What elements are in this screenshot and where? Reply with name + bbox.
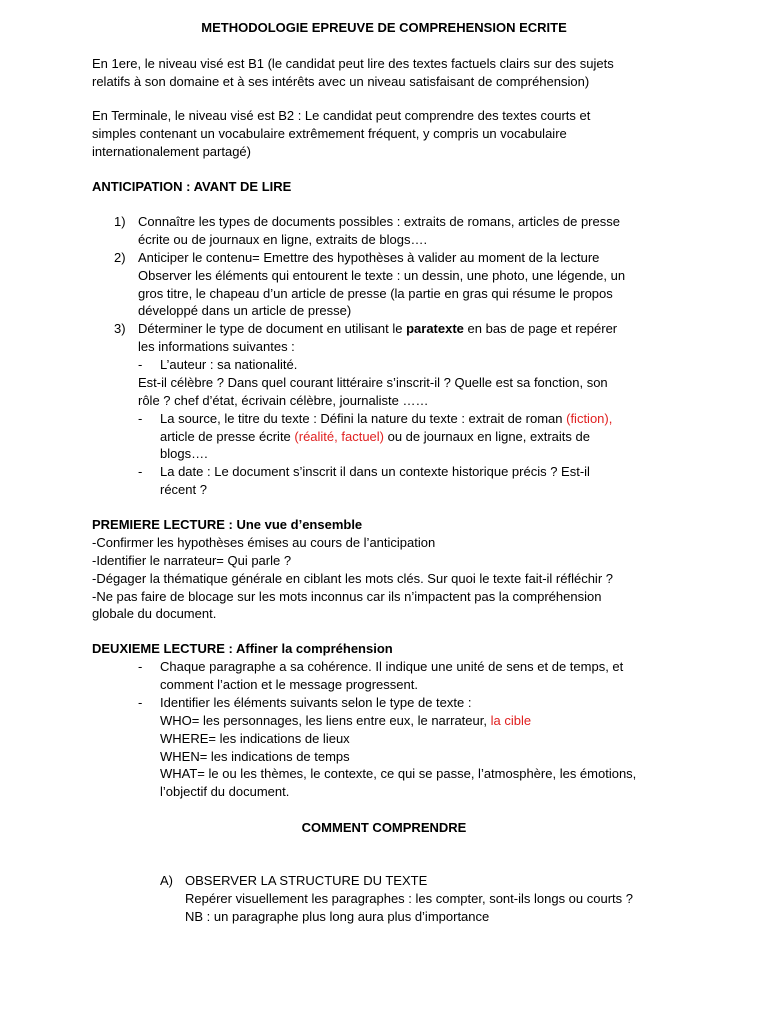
cible-highlight: la cible [490, 713, 532, 728]
source-line-1: La source, le titre du texte : Défini la nature du texte : extrait de roman (fiction), [160, 411, 613, 426]
item2-line-3: gros titre, le chapeau d’un article de presse (la partie en gras qui résume le propos [138, 286, 613, 301]
intro-p2-line-3: internationalement partagé) [92, 144, 251, 159]
item2-line-4: développé dans un article de presse) [138, 303, 352, 318]
where-line: WHERE= les indications de lieux [160, 731, 350, 746]
item3-line-2: les informations suivantes : [138, 339, 295, 354]
premiere-line-1: -Confirmer les hypothèses émises au cours de l’anticipation [92, 535, 436, 550]
dash-date: - [138, 464, 143, 479]
dash-ident: - [138, 695, 143, 710]
structure-line-1: Repérer visuellement les paragraphes : les compter, sont-ils longs ou courts ? [185, 891, 633, 906]
dash-author: - [138, 357, 143, 372]
intro-p2-line-2: simples contenant un vocabulaire extrêmement fréquent, y compris un vocabulaire [92, 126, 567, 141]
what-line-1: WHAT= le ou les thèmes, le contexte, ce qui se passe, l’atmosphère, les émotions, [160, 766, 637, 781]
structure-line-2: NB : un paragraphe plus long aura plus d’importance [185, 909, 490, 924]
paratexte-term: paratexte [406, 321, 464, 336]
source-line-2: article de presse écrite (réalité, factuel) ou de journaux en ligne, extraits de [160, 429, 590, 444]
para-line-2: comment l’action et le message progressent. [160, 677, 418, 692]
date-line-2: récent ? [160, 482, 207, 497]
who-line: WHO= les personnages, les liens entre eux, le narrateur, la cible [160, 713, 532, 728]
structure-title: OBSERVER LA STRUCTURE DU TEXTE [185, 873, 428, 888]
ident-line: Identifier les éléments suivants selon le type de texte : [160, 695, 472, 710]
dash-para: - [138, 659, 143, 674]
premiere-heading: PREMIERE LECTURE : Une vue d’ensemble [92, 517, 363, 532]
item2-line-2: Observer les éléments qui entourent le texte : un dessin, une photo, une légende, un [138, 268, 626, 283]
deuxieme-heading: DEUXIEME LECTURE : Affiner la compréhension [92, 641, 393, 656]
intro-p1-line-2: relatifs à son domaine et à ses intérêts avec un niveau satisfaisant de compréhension) [92, 74, 590, 89]
author-line-3: rôle ? chef d’état, écrivain célèbre, journaliste …… [138, 393, 429, 408]
author-line-1: L’auteur : sa nationalité. [160, 357, 298, 372]
factuel-highlight: (réalité, factuel) [294, 429, 384, 444]
item2-line-1: Anticiper le contenu= Emettre des hypothèses à valider au moment de la lecture [138, 250, 600, 265]
item1-line-2: écrite ou de journaux en ligne, extraits de blogs…. [138, 232, 428, 247]
premiere-line-4: -Ne pas faire de blocage sur les mots inconnus car ils n’impactent pas la compréhension [92, 589, 602, 604]
intro-p2-line-1: En Terminale, le niveau visé est B2 : Le candidat peut comprendre des textes courts et [92, 108, 591, 123]
dash-source: - [138, 411, 143, 426]
source-line-3: blogs…. [160, 446, 208, 461]
list-marker-1: 1) [114, 214, 126, 229]
document-title: METHODOLOGIE EPREUVE DE COMPREHENSION ECRITE [201, 20, 567, 35]
premiere-line-5: globale du document. [92, 606, 217, 621]
what-line-2: l’objectif du document. [160, 784, 290, 799]
premiere-line-2: -Identifier le narrateur= Qui parle ? [92, 553, 292, 568]
section-marker-a: A) [160, 873, 173, 888]
date-line-1: La date : Le document s’inscrit il dans un contexte historique précis ? Est-il [160, 464, 590, 479]
when-line: WHEN= les indications de temps [160, 749, 350, 764]
intro-p1-line-1: En 1ere, le niveau visé est B1 (le candidat peut lire des textes factuels clairs sur des sujets [92, 56, 614, 71]
author-line-2: Est-il célèbre ? Dans quel courant littéraire s’inscrit-il ? Quelle est sa fonction, son [138, 375, 608, 390]
list-marker-2: 2) [114, 250, 126, 265]
comment-heading: COMMENT COMPRENDRE [301, 820, 467, 835]
anticipation-heading: ANTICIPATION : AVANT DE LIRE [92, 179, 292, 194]
list-marker-3: 3) [114, 321, 126, 336]
premiere-line-3: -Dégager la thématique générale en ciblant les mots clés. Sur quoi le texte fait-il réfléchir ? [92, 571, 613, 586]
fiction-highlight: (fiction), [566, 411, 613, 426]
item3-line-1: Déterminer le type de document en utilisant le paratexte en bas de page et repérer [138, 321, 618, 336]
para-line-1: Chaque paragraphe a sa cohérence. Il indique une unité de sens et de temps, et [160, 659, 624, 674]
item1-line-1: Connaître les types de documents possibles : extraits de romans, articles de presse [138, 214, 620, 229]
